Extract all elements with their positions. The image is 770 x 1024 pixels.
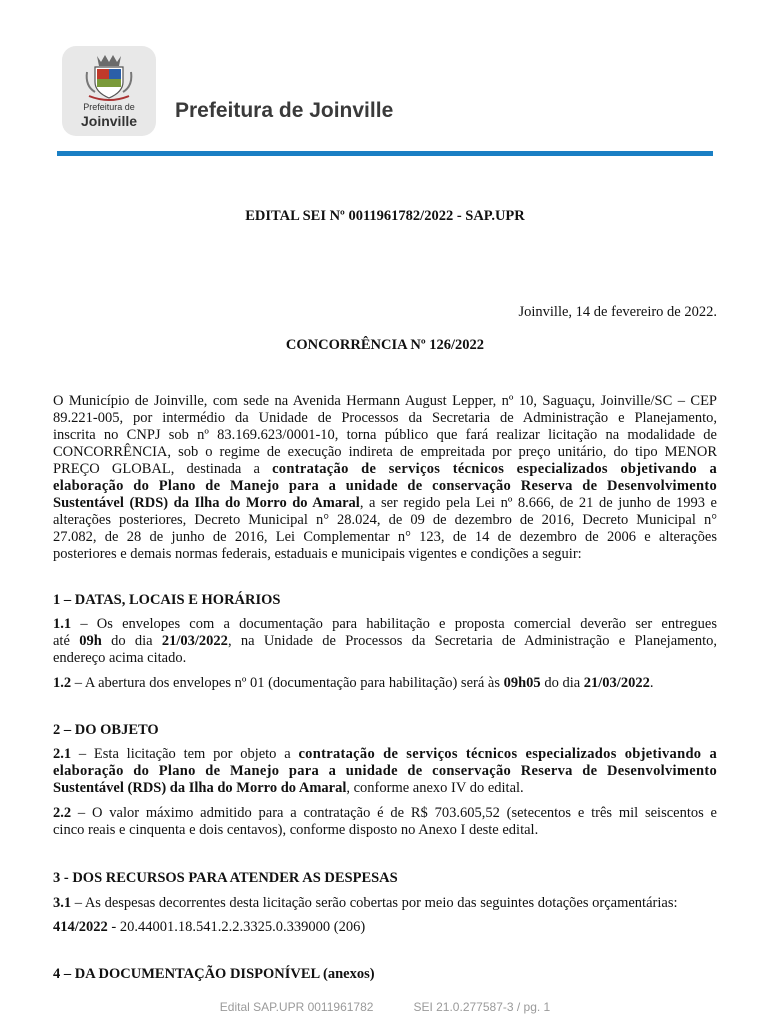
edital-title: EDITAL SEI Nº 0011961782/2022 - SAP.UPR xyxy=(245,208,525,224)
object-bold: Sustentável (RDS) da Ilha do Morro do Amaral xyxy=(53,780,347,796)
intro-line: alterações posteriores, Decreto Municipal n° 28.024, de 09 de dezembro de 2016, Decreto Municipal n° xyxy=(53,512,717,528)
clause-number: 1.2 xyxy=(53,675,72,691)
section-2-heading: 2 – DO OBJETO xyxy=(53,722,159,738)
budget-allocation xyxy=(53,919,717,936)
clause-text: – O valor máximo admitido para a contratação é de R$ 703.605,52 (setecentos e três mil seiscentos e xyxy=(71,805,717,821)
intro-line: elaboração do Plano de Manejo para a unidade de conservação Reserva de Desenvolvimento xyxy=(53,478,717,494)
section-4-heading: 4 – DA DOCUMENTAÇÃO DISPONÍVEL (anexos) xyxy=(53,966,375,982)
clause-text: – A abertura dos envelopes nº 01 (documentação para habilitação) será às xyxy=(71,675,504,691)
date-line: Joinville, 14 de fevereiro de 2022. xyxy=(518,304,717,320)
object-bold: contratação de serviços técnicos especializados objetivando a xyxy=(298,746,717,762)
section-3-heading: 3 - DOS RECURSOS PARA ATENDER AS DESPESAS xyxy=(53,870,398,886)
intro-line xyxy=(53,495,717,512)
clause-1-2 xyxy=(53,675,717,692)
clause-2-2 xyxy=(53,805,717,822)
clause-number: 2.2 xyxy=(53,805,72,821)
clause-2-1-line2: elaboração do Plano de Manejo para a unidade de conservação Reserva de Desenvolvimento xyxy=(53,763,717,779)
intro-text: , a ser regido pela Lei nº 8.666, de 21 de junho de 1993 e xyxy=(359,495,717,511)
footer-sei-ref: SEI 21.0.277587-3 / pg. 1 xyxy=(413,1000,551,1014)
budget-year: 414/2022 xyxy=(53,919,108,935)
section-1-heading: 1 – DATAS, LOCAIS E HORÁRIOS xyxy=(53,592,281,608)
footer-edital-ref: Edital SAP.UPR 0011961782 xyxy=(219,1000,374,1014)
intro-object-bold: contratação de serviços técnicos especializados objetivando a xyxy=(272,461,717,477)
clause-2-1-line3 xyxy=(53,780,717,797)
clause-2-1 xyxy=(53,746,717,763)
date-value: 21/03/2022 xyxy=(161,633,228,649)
clause-text: – Esta licitação tem por objeto a xyxy=(71,746,299,762)
logo-text-line2: Joinville xyxy=(80,113,138,129)
intro-line: 89.221-005, por intermédio da Unidade de Processos da Secretaria de Administração e Planejamento, xyxy=(53,410,717,426)
prefeitura-logo xyxy=(62,46,156,136)
intro-line: 27.082, de 28 de junho de 2016, Lei Complementar n° 123, de 14 de dezembro de 2006 e alterações xyxy=(53,529,717,545)
intro-object-bold: Sustentável (RDS) da Ilha do Morro do Amaral xyxy=(53,495,360,511)
clause-number: 2.1 xyxy=(53,746,72,762)
clause-text: . xyxy=(649,675,654,691)
intro-line: CONCORRÊNCIA, sob o regime de execução indireta de empreitada por preço unitário, do tipo MENOR xyxy=(53,444,717,460)
clause-text: , na Unidade de Processos da Secretaria de Administração e Planejamento, xyxy=(227,633,718,649)
coat-of-arms-icon xyxy=(81,52,137,102)
logo-text-line1: Prefeitura de xyxy=(83,102,135,112)
clause-1-1 xyxy=(53,616,717,633)
clause-text: – Os envelopes com a documentação para habilitação e proposta comercial deverão ser entregues xyxy=(71,616,717,632)
clause-number: 1.1 xyxy=(53,616,72,632)
clause-text: , conforme anexo IV do edital. xyxy=(346,780,524,796)
header-title: Prefeitura de Joinville xyxy=(175,99,394,122)
page-footer xyxy=(0,1000,770,1014)
intro-line: O Município de Joinville, com sede na Avenida Hermann August Lepper, nº 10, Saguaçu, Joinville/SC – CEP xyxy=(53,393,717,409)
clause-1-1-line3: endereço acima citado. xyxy=(53,650,187,666)
intro-line: inscrita no CNPJ sob nº 83.169.623/0001-10, torna público que fará realizar licitação na modalidade de xyxy=(53,427,717,443)
intro-text: PREÇO GLOBAL, destinada a xyxy=(53,461,273,477)
clause-text: do dia xyxy=(540,675,584,691)
time-value: 09h xyxy=(79,633,102,649)
time-value: 09h05 xyxy=(503,675,541,691)
clause-text: – As despesas decorrentes desta licitação serão cobertas por meio das seguintes dotações orçamentárias: xyxy=(71,895,678,911)
clause-text: do dia xyxy=(101,633,162,649)
clause-1-1-line2 xyxy=(53,633,717,650)
date-value: 21/03/2022 xyxy=(583,675,650,691)
intro-line: posteriores e demais normas federais, estaduais e municipais vigentes e condições a seguir: xyxy=(53,546,582,562)
concorrencia-title: CONCORRÊNCIA Nº 126/2022 xyxy=(285,337,485,353)
intro-line xyxy=(53,461,717,478)
budget-code: - 20.44001.18.541.2.2.3325.0.339000 (206) xyxy=(107,919,366,935)
clause-text: até xyxy=(53,633,80,649)
header-divider xyxy=(57,151,713,156)
clause-number: 3.1 xyxy=(53,895,72,911)
clause-3-1 xyxy=(53,895,717,912)
clause-2-2-line2: cinco reais e cinquenta e dois centavos), conforme disposto no Anexo I deste edital. xyxy=(53,822,539,838)
